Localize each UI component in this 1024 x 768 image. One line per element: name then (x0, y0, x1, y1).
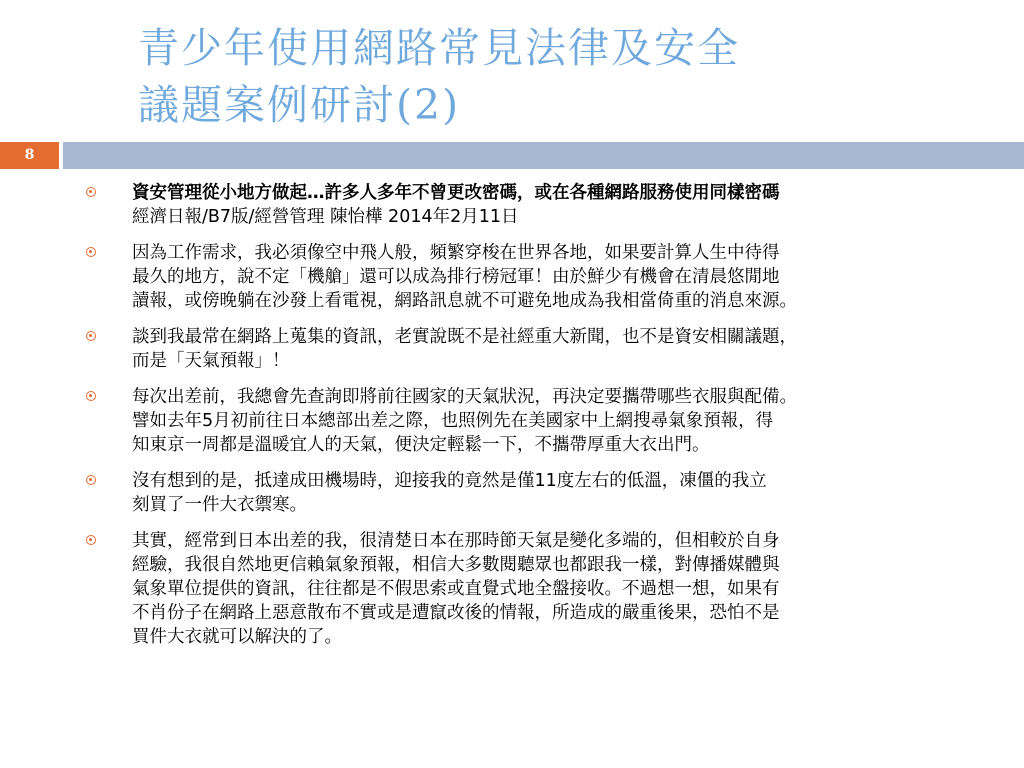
slide-title-line: 議題案例研討(2) (138, 81, 461, 129)
slide-title-line: 青少年使用網路常見法律及安全 (138, 24, 740, 72)
bullet-circle-icon (86, 247, 96, 257)
bullet-line: 談到我最常在網路上蒐集的資訊，老實說既不是社經重大新聞，也不是資安相關議題， (132, 327, 797, 347)
bullet-line: 因為工作需求，我必須像空中飛人般，頻繁穿梭在世界各地，如果要計算人生中待得 (132, 243, 780, 263)
slide-title (138, 20, 998, 134)
bullet-line: 不肖份子在網路上惡意散布不實或是遭竄改後的情報，所造成的嚴重後果，恐怕不是 (132, 603, 780, 623)
bullet-line: 譬如去年5月初前往日本總部出差之際，也照例先在美國家中上網搜尋氣象預報，得 (132, 411, 774, 431)
bullet-line: 最久的地方，說不定「機艙」還可以成為排行榜冠軍！由於鮮少有機會在清晨悠閒地 (132, 267, 780, 287)
bullet-line: 氣象單位提供的資訊，往往都是不假思索或直覺式地全盤接收。不過想一想，如果有 (132, 579, 780, 599)
bullet-item (86, 529, 1006, 649)
bullet-line: 其實，經常到日本出差的我，很清楚日本在那時節天氣是變化多端的，但相較於自身 (132, 531, 780, 551)
bullet-item (86, 241, 1006, 313)
bullet-headline: 資安管理從小地方做起…許多人多年不曾更改密碼，或在各種網路服務使用同樣密碼 (132, 183, 780, 203)
bullet-circle-icon (86, 331, 96, 341)
bullet-list (86, 181, 1006, 661)
bullet-circle-icon (86, 187, 96, 197)
bullet-line: 而是「天氣預報」！ (132, 351, 290, 371)
bullet-circle-icon (86, 535, 96, 545)
bullet-line: 每次出差前，我總會先查詢即將前往國家的天氣狀況，再決定要攜帶哪些衣服與配備。 (132, 387, 797, 407)
title-divider-bar (63, 142, 1024, 169)
bullet-item (86, 385, 1006, 457)
bullet-item (86, 325, 1006, 373)
bullet-line: 經濟日報/B7版/經營管理 陳怡樺 2014年2月11日 (132, 207, 519, 227)
bullet-item (86, 469, 1006, 517)
bullet-line: 知東京一周都是溫暖宜人的天氣，便決定輕鬆一下，不攜帶厚重大衣出門。 (132, 435, 710, 455)
bullet-line: 沒有想到的是，抵達成田機場時，迎接我的竟然是僅11度左右的低溫，凍僵的我立 (132, 471, 767, 491)
bullet-circle-icon (86, 475, 96, 485)
bullet-line: 經驗，我很自然地更信賴氣象預報，相信大多數閱聽眾也都跟我一樣，對傳播媒體與 (132, 555, 780, 575)
bullet-line: 刻買了一件大衣禦寒。 (132, 495, 307, 515)
bullet-line: 讀報，或傍晚躺在沙發上看電視，網路訊息就不可避免地成為我相當倚重的消息來源。 (132, 291, 797, 311)
page-number-badge: 8 (0, 142, 59, 169)
bullet-circle-icon (86, 391, 96, 401)
bullet-line: 買件大衣就可以解決的了。 (132, 627, 342, 647)
bullet-item (86, 181, 1006, 229)
